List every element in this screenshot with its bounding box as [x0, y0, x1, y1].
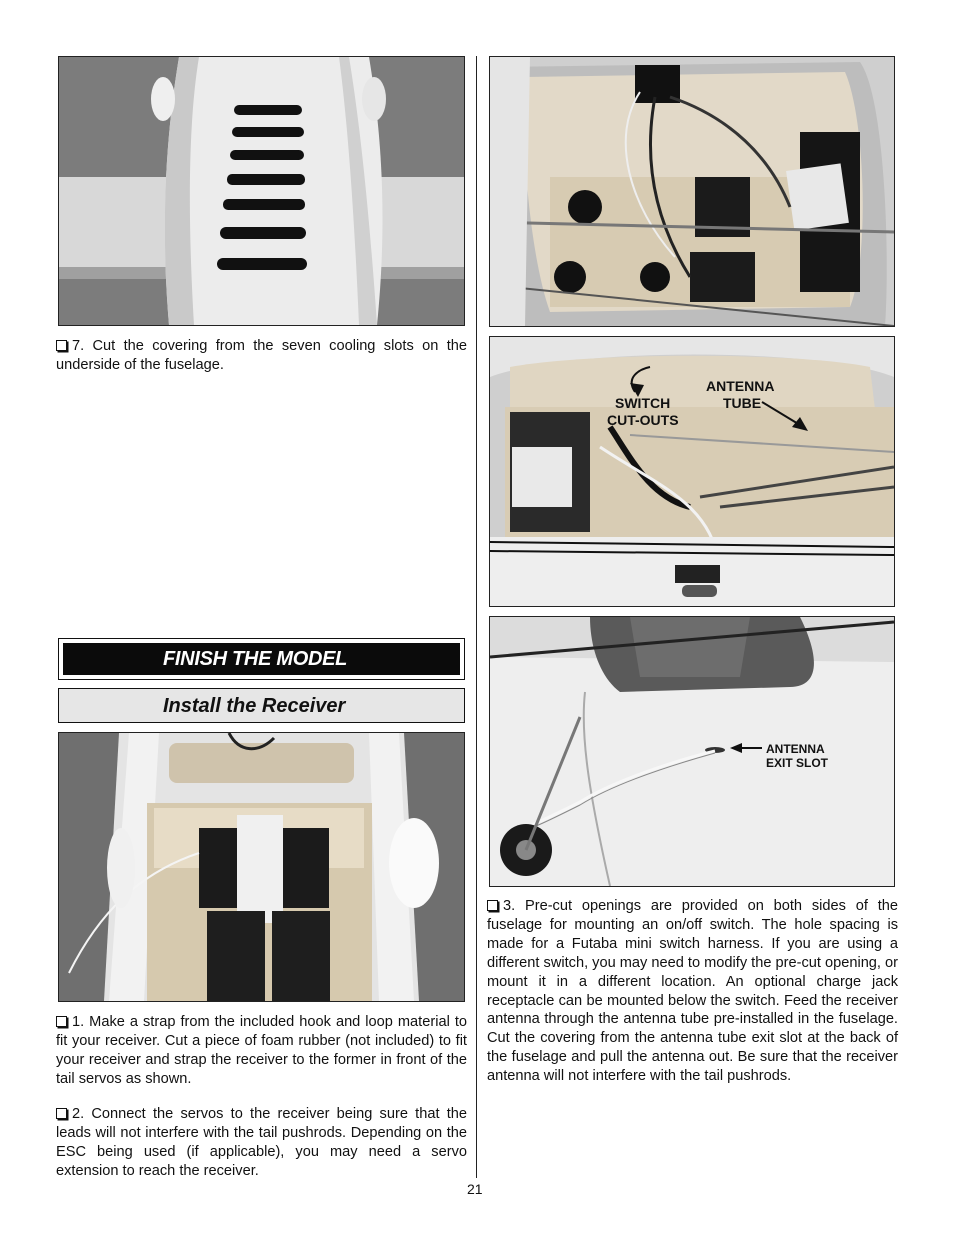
antenna-tube-label-line2: TUBE — [723, 395, 762, 411]
step-1-body: 1. Make a strap from the included hook and loop material to fit your receiver. Cut a piece of foam rubber (not included) to fit your receiver and strap the receiver to the former in front of the tail servos as shown. — [56, 1014, 467, 1087]
antenna-exit-label-line2: EXIT SLOT — [766, 756, 829, 770]
step-3-body: 3. Pre-cut openings are provided on both sides of the fuselage for mounting an on/off switch. The hole spacing is made for a Futaba mini switch harness. If you are using a different switch, you may need to modify the pre-cut opening, or mount it in a different location. An optional charge jack receptacle can be mounted below the switch. Feed the receiver antenna through the antenna tube pre-installed in the fuselage. Cut the covering from the antenna tube exit slot at the back of the fuselage and pull the antenna out. Be sure that the receiver antenna will not interfere with the tail pushrods. — [487, 898, 899, 1085]
section-title: FINISH THE MODEL — [163, 648, 348, 670]
photo-cooling-slots — [58, 56, 465, 326]
subsection-title: Install the Receiver — [163, 695, 346, 717]
antenna-exit-label-line1: ANTENNA — [766, 742, 825, 756]
section-header — [58, 638, 465, 680]
checkbox-icon[interactable] — [56, 340, 67, 351]
photo-radio-compartment — [489, 56, 895, 327]
step-7-body: 7. Cut the covering from the seven cooling slots on the underside of the fuselage. — [56, 338, 467, 373]
photo-antenna-exit-slot — [489, 616, 895, 887]
checkbox-icon[interactable] — [56, 1016, 67, 1027]
checkbox-icon[interactable] — [56, 1108, 67, 1119]
photo-receiver-strap — [58, 732, 465, 1002]
antenna-tube-label-line1: ANTENNA — [706, 378, 775, 394]
step-2-body: 2. Connect the servos to the receiver being sure that the leads will not interfere with the tail pushrods. Depending on the ESC being used (if applicable), you may need a servo extension to reach the receiver. — [56, 1106, 467, 1179]
step-7-text — [56, 337, 467, 375]
section-header-band — [63, 643, 460, 675]
switch-cutouts-label-line1: SWITCH — [615, 395, 671, 411]
photo-switch-cutouts — [489, 336, 895, 607]
column-divider — [476, 56, 477, 1178]
switch-cutouts-label-line2: CUT-OUTS — [607, 412, 679, 428]
checkbox-icon[interactable] — [487, 900, 498, 911]
step-2-text — [56, 1105, 467, 1181]
page-number: 21 — [467, 1181, 483, 1197]
step-1-text — [56, 1013, 467, 1089]
step-3-text — [487, 897, 898, 1086]
subsection-header — [58, 688, 465, 723]
